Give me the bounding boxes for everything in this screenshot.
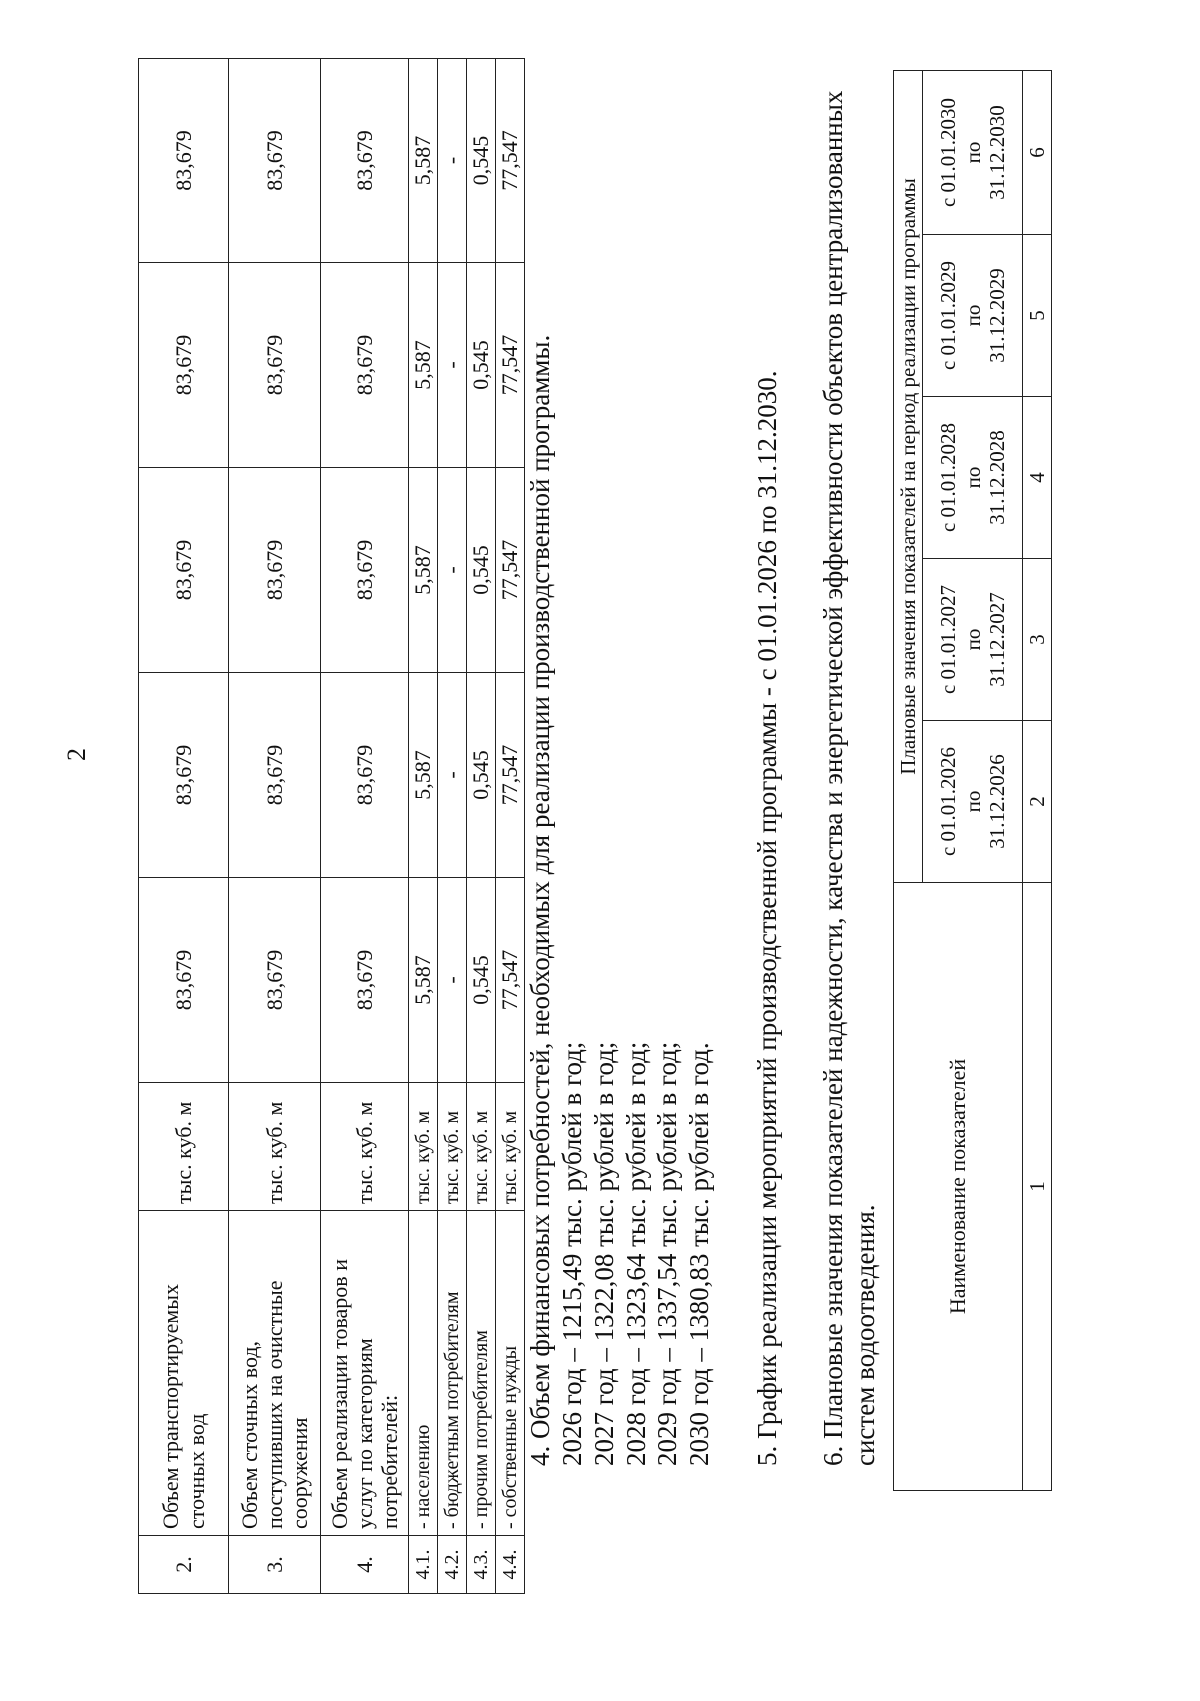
page-number: 2 <box>62 748 91 761</box>
period-to: 31.12.2026 <box>984 754 1009 849</box>
section6-paragraph <box>818 26 882 1466</box>
value-cell: 0,545 <box>467 263 496 468</box>
value-cell: 0,545 <box>467 59 496 263</box>
row-number: 3. <box>229 1536 321 1594</box>
indicator-name: - бюджетным потребителям <box>438 1211 467 1536</box>
value-cell: 83,679 <box>321 673 409 878</box>
planned-values-table <box>893 70 1052 1491</box>
value-cell: - <box>438 468 467 673</box>
period-to: 31.12.2028 <box>984 430 1009 525</box>
column-number: 5 <box>1023 235 1052 397</box>
column-number-row <box>1023 70 1052 1490</box>
row-number: 2. <box>139 1536 229 1594</box>
financial-needs-line: 2030 год – 1380,83 тыс. рублей в год. <box>684 1042 715 1466</box>
indicator-name: Объем сточных вод, поступивших на очистные сооружения <box>229 1211 321 1536</box>
row-number: 4.4. <box>496 1536 525 1594</box>
value-cell: 83,679 <box>229 673 321 878</box>
period-header <box>923 721 1023 883</box>
table-row <box>438 59 467 1594</box>
unit-cell: тыс. куб. м <box>229 1083 321 1211</box>
financial-needs-line: 2029 год – 1337,54 тыс. рублей в год; <box>652 1041 683 1466</box>
schedule-paragraph: 5. График реализации мероприятий производственной программы - с 01.01.2026 по 31.12.2030. <box>752 370 782 1466</box>
indicator-name: - прочим потребителям <box>467 1211 496 1536</box>
value-cell: - <box>438 673 467 878</box>
section6-line: систем водоотведения. <box>849 1204 880 1466</box>
period-from: с 01.01.2028 <box>936 422 961 533</box>
column-number: 1 <box>1023 883 1052 1491</box>
value-cell: 77,547 <box>496 263 525 468</box>
table-row <box>409 59 438 1594</box>
period-from: с 01.01.2029 <box>936 260 961 371</box>
value-cell: 0,545 <box>467 673 496 878</box>
indicator-name: Объем транспортируемых сточных вод <box>139 1211 229 1536</box>
column-number: 4 <box>1023 397 1052 559</box>
period-to: 31.12.2027 <box>984 592 1009 687</box>
row-number: 4. <box>321 1536 409 1594</box>
table-row <box>321 59 409 1594</box>
value-cell: 83,679 <box>321 468 409 673</box>
column-number: 6 <box>1023 70 1052 234</box>
value-cell: 5,587 <box>409 878 438 1083</box>
value-cell: 83,679 <box>139 468 229 673</box>
section6-line: 6. Плановые значения показателей надежности, качества и энергетической эффективности объектов централизованных <box>818 90 848 1466</box>
value-cell: 83,679 <box>321 263 409 468</box>
planned-values-header: Плановые значения показателей на период реализации программы <box>894 70 923 882</box>
value-cell: 83,679 <box>229 263 321 468</box>
period-from: с 01.01.2027 <box>936 584 961 695</box>
value-cell: 83,679 <box>321 59 409 263</box>
value-cell: 83,679 <box>229 878 321 1083</box>
period-from: с 01.01.2030 <box>936 97 961 208</box>
value-cell: 83,679 <box>139 59 229 263</box>
value-cell: 83,679 <box>321 878 409 1083</box>
period-to: 31.12.2029 <box>984 268 1009 363</box>
period-header <box>923 235 1023 397</box>
period-mid: по <box>960 628 985 651</box>
value-cell: 0,545 <box>467 468 496 673</box>
value-cell: 0,545 <box>467 878 496 1083</box>
period-mid: по <box>960 141 985 164</box>
period-header <box>923 397 1023 559</box>
unit-cell: тыс. куб. м <box>409 1083 438 1211</box>
value-cell: - <box>438 878 467 1083</box>
value-cell: 5,587 <box>409 468 438 673</box>
period-mid: по <box>960 304 985 327</box>
column-number: 3 <box>1023 559 1052 721</box>
period-from: с 01.01.2026 <box>936 746 961 857</box>
period-mid: по <box>960 790 985 813</box>
table-row <box>496 59 525 1594</box>
unit-cell: тыс. куб. м <box>467 1083 496 1211</box>
table-row <box>139 59 229 1594</box>
value-cell: 83,679 <box>229 59 321 263</box>
value-cell: 83,679 <box>139 263 229 468</box>
row-number: 4.2. <box>438 1536 467 1594</box>
column-number: 2 <box>1023 721 1052 883</box>
value-cell: 77,547 <box>496 468 525 673</box>
production-indicators-table <box>138 58 525 1594</box>
value-cell: 83,679 <box>229 468 321 673</box>
indicator-name: Объем реализации товаров и услуг по категориям потребителей: <box>321 1211 409 1536</box>
unit-cell: тыс. куб. м <box>496 1083 525 1211</box>
value-cell: 77,547 <box>496 673 525 878</box>
table-header-row <box>894 70 923 1490</box>
value-cell: 83,679 <box>139 673 229 878</box>
indicator-name: - населению <box>409 1211 438 1536</box>
value-cell: - <box>438 263 467 468</box>
value-cell: 5,587 <box>409 263 438 468</box>
value-cell: 5,587 <box>409 673 438 878</box>
row-number: 4.1. <box>409 1536 438 1594</box>
financial-needs-line: 2027 год – 1322,08 тыс. рублей в год; <box>588 1041 619 1466</box>
unit-cell: тыс. куб. м <box>139 1083 229 1211</box>
period-header <box>923 559 1023 721</box>
value-cell: 77,547 <box>496 878 525 1083</box>
row-number: 4.3. <box>467 1536 496 1594</box>
period-to: 31.12.2030 <box>984 105 1009 200</box>
table-row <box>467 59 496 1594</box>
table-row <box>229 59 321 1594</box>
value-cell: 5,587 <box>409 59 438 263</box>
value-cell: 77,547 <box>496 59 525 263</box>
value-cell: 83,679 <box>139 878 229 1083</box>
indicator-name-header: Наименование показателей <box>894 883 1023 1491</box>
period-header <box>923 70 1023 234</box>
financial-needs-section <box>525 335 716 1466</box>
indicator-name: - собственные нужды <box>496 1211 525 1536</box>
value-cell: - <box>438 59 467 263</box>
financial-needs-line: 2028 год – 1323,64 тыс. рублей в год; <box>620 1041 651 1466</box>
unit-cell: тыс. куб. м <box>438 1083 467 1211</box>
unit-cell: тыс. куб. м <box>321 1083 409 1211</box>
financial-needs-heading: 4. Объем финансовых потребностей, необходимых для реализации производственной программы. <box>525 334 555 1466</box>
financial-needs-line: 2026 год – 1215,49 тыс. рублей в год; <box>556 1041 587 1466</box>
period-mid: по <box>960 466 985 489</box>
